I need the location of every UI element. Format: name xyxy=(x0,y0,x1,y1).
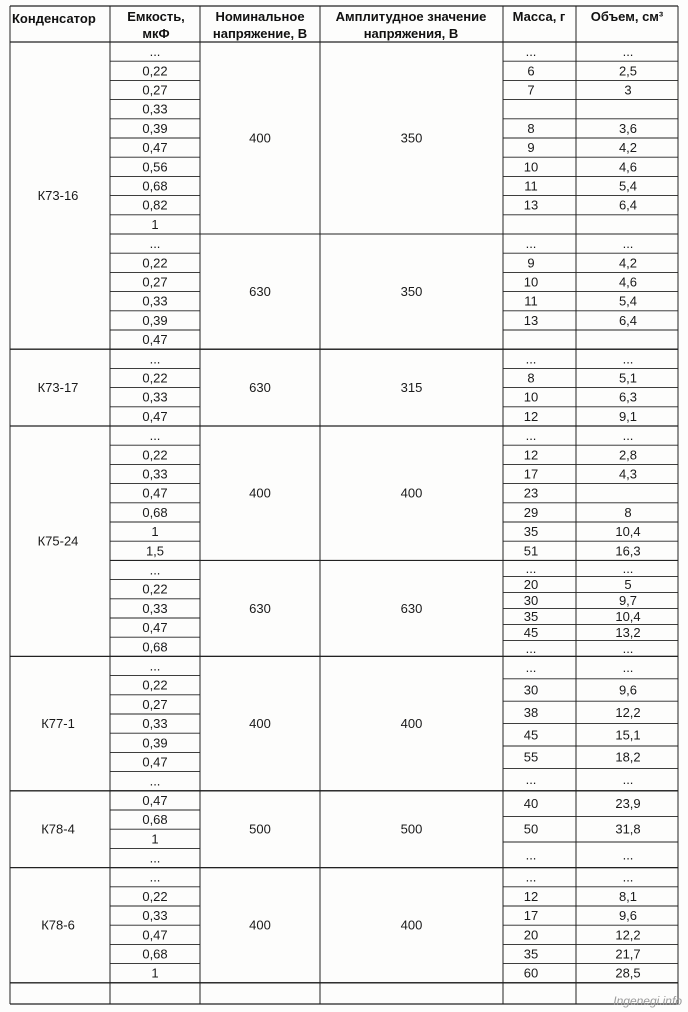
nominal-voltage-cell: 400 xyxy=(249,485,271,501)
condenser-name-cell: К78-6 xyxy=(41,917,75,933)
capacity-cell: 0,33 xyxy=(142,389,168,405)
capacity-cell: 1 xyxy=(151,965,159,981)
mass-cell: 10 xyxy=(523,159,539,175)
volume-cell: 9,6 xyxy=(618,682,638,698)
capacity-cell: 1,5 xyxy=(145,543,165,559)
mass-cell: 13 xyxy=(523,197,539,213)
header-volume-label: Объем, см³ xyxy=(590,9,664,24)
capacity-cell: 0,47 xyxy=(142,408,168,424)
capacity-cell: 0,22 xyxy=(142,63,168,79)
capacity-cell: ... xyxy=(149,236,161,252)
capacity-cell: 0,68 xyxy=(142,504,168,520)
amplitude-voltage-cell: 400 xyxy=(400,716,423,732)
mass-cell: 35 xyxy=(523,946,539,962)
volume-cell: 2,5 xyxy=(618,63,638,79)
capacity-cell: 0,39 xyxy=(142,735,168,751)
volume-cell: 3,6 xyxy=(618,120,638,136)
nominal-voltage-cell: 500 xyxy=(249,821,271,837)
header-condenser-label: Конденсатор xyxy=(12,11,96,26)
volume-cell: 8 xyxy=(624,504,632,520)
volume-cell: 28,5 xyxy=(615,965,641,981)
mass-cell: 12 xyxy=(523,888,539,904)
mass-cell: 12 xyxy=(523,447,539,463)
capacity-cell: 0,33 xyxy=(142,293,168,309)
volume-cell: ... xyxy=(622,847,634,863)
capacity-cell: 0,33 xyxy=(142,908,168,924)
volume-cell: ... xyxy=(622,351,634,367)
volume-cell: 23,9 xyxy=(615,796,641,812)
mass-cell: 29 xyxy=(523,504,539,520)
mass-cell: ... xyxy=(525,351,537,367)
header-mass-label: Масса, г xyxy=(512,9,566,24)
mass-cell: 10 xyxy=(523,274,539,290)
capacity-cell: 0,27 xyxy=(142,696,168,712)
capacity-cell: 0,22 xyxy=(142,677,168,693)
mass-cell: 50 xyxy=(523,821,539,837)
capacity-cell: ... xyxy=(149,562,161,578)
capacity-cell: ... xyxy=(149,428,161,444)
capacity-cell: 0,82 xyxy=(142,197,168,213)
mass-cell: 20 xyxy=(523,927,539,943)
condenser-name-cell: К75-24 xyxy=(37,533,79,549)
volume-cell: 12,2 xyxy=(615,927,641,943)
capacity-cell: 0,22 xyxy=(142,581,168,597)
volume-cell: 21,7 xyxy=(615,946,641,962)
mass-cell: 45 xyxy=(523,624,539,640)
mass-cell: 6 xyxy=(527,63,535,79)
volume-cell: ... xyxy=(622,640,634,656)
nominal-voltage-cell: 400 xyxy=(249,130,271,146)
volume-cell: ... xyxy=(622,772,634,788)
capacity-cell: 0,33 xyxy=(142,466,168,482)
volume-cell: 5 xyxy=(624,576,632,592)
capacity-cell: 1 xyxy=(151,831,159,847)
volume-cell: 6,3 xyxy=(618,389,638,405)
mass-cell: 12 xyxy=(523,408,539,424)
volume-cell: 4,3 xyxy=(618,466,638,482)
mass-cell: 13 xyxy=(523,312,539,328)
volume-cell: ... xyxy=(622,560,634,576)
capacity-cell: 0,47 xyxy=(142,792,168,808)
mass-cell: 9 xyxy=(527,255,535,271)
capacity-cell: 0,27 xyxy=(142,274,168,290)
capacity-cell: 0,22 xyxy=(142,447,168,463)
volume-cell: ... xyxy=(622,236,634,252)
capacity-cell: 0,33 xyxy=(142,716,168,732)
condenser-name-cell: К77-1 xyxy=(41,716,75,732)
volume-cell: 13,2 xyxy=(615,624,641,640)
capacity-cell: 0,47 xyxy=(142,332,168,348)
volume-cell: 2,8 xyxy=(618,447,638,463)
capacity-cell: 0,22 xyxy=(142,255,168,271)
mass-cell: 40 xyxy=(523,796,539,812)
volume-cell: 10,4 xyxy=(615,608,641,624)
mass-cell: ... xyxy=(525,660,537,676)
mass-cell: 8 xyxy=(527,370,535,386)
header-nominal-line2: напряжение, В xyxy=(212,26,308,41)
mass-cell: 11 xyxy=(524,293,538,309)
capacity-cell: 0,22 xyxy=(142,888,168,904)
volume-cell: 5,4 xyxy=(618,178,638,194)
amplitude-voltage-cell: 400 xyxy=(400,485,423,501)
mass-cell: 17 xyxy=(523,466,539,482)
volume-cell: ... xyxy=(622,44,634,60)
mass-cell: ... xyxy=(525,44,537,60)
mass-cell: 23 xyxy=(523,485,539,501)
mass-cell: 9 xyxy=(527,140,535,156)
mass-cell: ... xyxy=(525,560,537,576)
capacity-cell: 0,68 xyxy=(142,812,168,828)
volume-cell: ... xyxy=(622,869,634,885)
capacity-cell: ... xyxy=(149,773,161,789)
volume-cell: 12,2 xyxy=(615,704,641,720)
capacity-cell: 0,68 xyxy=(142,178,168,194)
amplitude-voltage-cell: 400 xyxy=(400,917,423,933)
capacity-cell: 0,56 xyxy=(142,159,168,175)
volume-cell: 10,4 xyxy=(615,524,641,540)
mass-cell: 30 xyxy=(523,592,539,608)
mass-cell: 38 xyxy=(523,704,539,720)
nominal-voltage-cell: 400 xyxy=(249,716,271,732)
mass-cell: 10 xyxy=(523,389,539,405)
nominal-voltage-cell: 630 xyxy=(249,284,271,300)
volume-cell: 18,2 xyxy=(615,749,641,765)
mass-cell: 30 xyxy=(523,682,539,698)
mass-cell: 45 xyxy=(523,727,539,743)
volume-cell: 9,7 xyxy=(618,592,638,608)
capacity-cell: 0,47 xyxy=(142,927,168,943)
capacity-cell: ... xyxy=(149,44,161,60)
volume-cell: 4,2 xyxy=(618,255,638,271)
mass-cell: 35 xyxy=(523,608,539,624)
capacity-cell: 0,39 xyxy=(142,312,168,328)
nominal-voltage-cell: 630 xyxy=(249,600,271,616)
mass-cell: ... xyxy=(525,869,537,885)
mass-cell: ... xyxy=(525,772,537,788)
capacity-cell: 0,27 xyxy=(142,82,168,98)
capacity-cell: 0,47 xyxy=(142,485,168,501)
condenser-name-cell: К78-4 xyxy=(41,821,75,837)
mass-cell: 20 xyxy=(523,576,539,592)
mass-cell: 7 xyxy=(527,82,535,98)
mass-cell: ... xyxy=(525,847,537,863)
header-amplitude-line1: Амплитудное значение xyxy=(335,9,487,24)
volume-cell: 6,4 xyxy=(618,197,638,213)
volume-cell: ... xyxy=(622,660,634,676)
amplitude-voltage-cell: 350 xyxy=(400,284,423,300)
capacity-cell: ... xyxy=(149,658,161,674)
header-capacity-line1: Емкость, xyxy=(127,9,185,24)
volume-cell: 5,1 xyxy=(618,370,638,386)
capacity-cell: 0,33 xyxy=(142,600,168,616)
volume-cell: 3 xyxy=(624,82,632,98)
capacity-cell: 0,33 xyxy=(142,101,168,117)
capacity-cell: 0,68 xyxy=(142,639,168,655)
capacity-cell: 0,22 xyxy=(142,370,168,386)
capacity-cell: ... xyxy=(149,869,161,885)
condenser-name-cell: К73-16 xyxy=(37,188,79,204)
header-amplitude-line2: напряжения, В xyxy=(363,26,459,41)
mass-cell: 51 xyxy=(523,543,539,559)
condenser-name-cell: К73-17 xyxy=(37,380,79,396)
volume-cell: ... xyxy=(622,428,634,444)
nominal-voltage-cell: 400 xyxy=(249,917,271,933)
volume-cell: 8,1 xyxy=(618,888,638,904)
volume-cell: 15,1 xyxy=(615,727,641,743)
volume-cell: 4,2 xyxy=(618,140,638,156)
mass-cell: 60 xyxy=(523,965,539,981)
header-capacity-line2: мкФ xyxy=(142,26,170,41)
volume-cell: 6,4 xyxy=(618,312,638,328)
volume-cell: 4,6 xyxy=(618,274,638,290)
amplitude-voltage-cell: 630 xyxy=(400,600,423,616)
capacity-cell: 0,39 xyxy=(142,120,168,136)
volume-cell: 31,8 xyxy=(615,821,641,837)
amplitude-voltage-cell: 350 xyxy=(400,130,423,146)
capacity-cell: ... xyxy=(149,850,161,866)
mass-cell: 55 xyxy=(523,749,539,765)
capacity-cell: 1 xyxy=(151,524,159,540)
header-nominal-line1: Номинальное xyxy=(215,9,305,24)
mass-cell: ... xyxy=(525,428,537,444)
volume-cell: 16,3 xyxy=(615,543,641,559)
capacity-cell: 0,47 xyxy=(142,754,168,770)
amplitude-voltage-cell: 315 xyxy=(400,380,423,396)
volume-cell: 9,6 xyxy=(618,908,638,924)
watermark: Ingenegi.info xyxy=(613,994,682,1008)
mass-cell: ... xyxy=(525,236,537,252)
volume-cell: 9,1 xyxy=(618,408,638,424)
nominal-voltage-cell: 630 xyxy=(249,380,271,396)
volume-cell: 5,4 xyxy=(618,293,638,309)
volume-cell: 4,6 xyxy=(618,159,638,175)
capacity-cell: 0,47 xyxy=(142,620,168,636)
capacity-cell: 0,47 xyxy=(142,140,168,156)
mass-cell: 35 xyxy=(523,524,539,540)
mass-cell: 8 xyxy=(527,120,535,136)
mass-cell: 17 xyxy=(523,908,539,924)
amplitude-voltage-cell: 500 xyxy=(400,821,423,837)
capacity-cell: ... xyxy=(149,351,161,367)
capacity-cell: 1 xyxy=(151,216,159,232)
capacity-cell: 0,68 xyxy=(142,946,168,962)
mass-cell: 11 xyxy=(524,178,538,194)
mass-cell: ... xyxy=(525,640,537,656)
